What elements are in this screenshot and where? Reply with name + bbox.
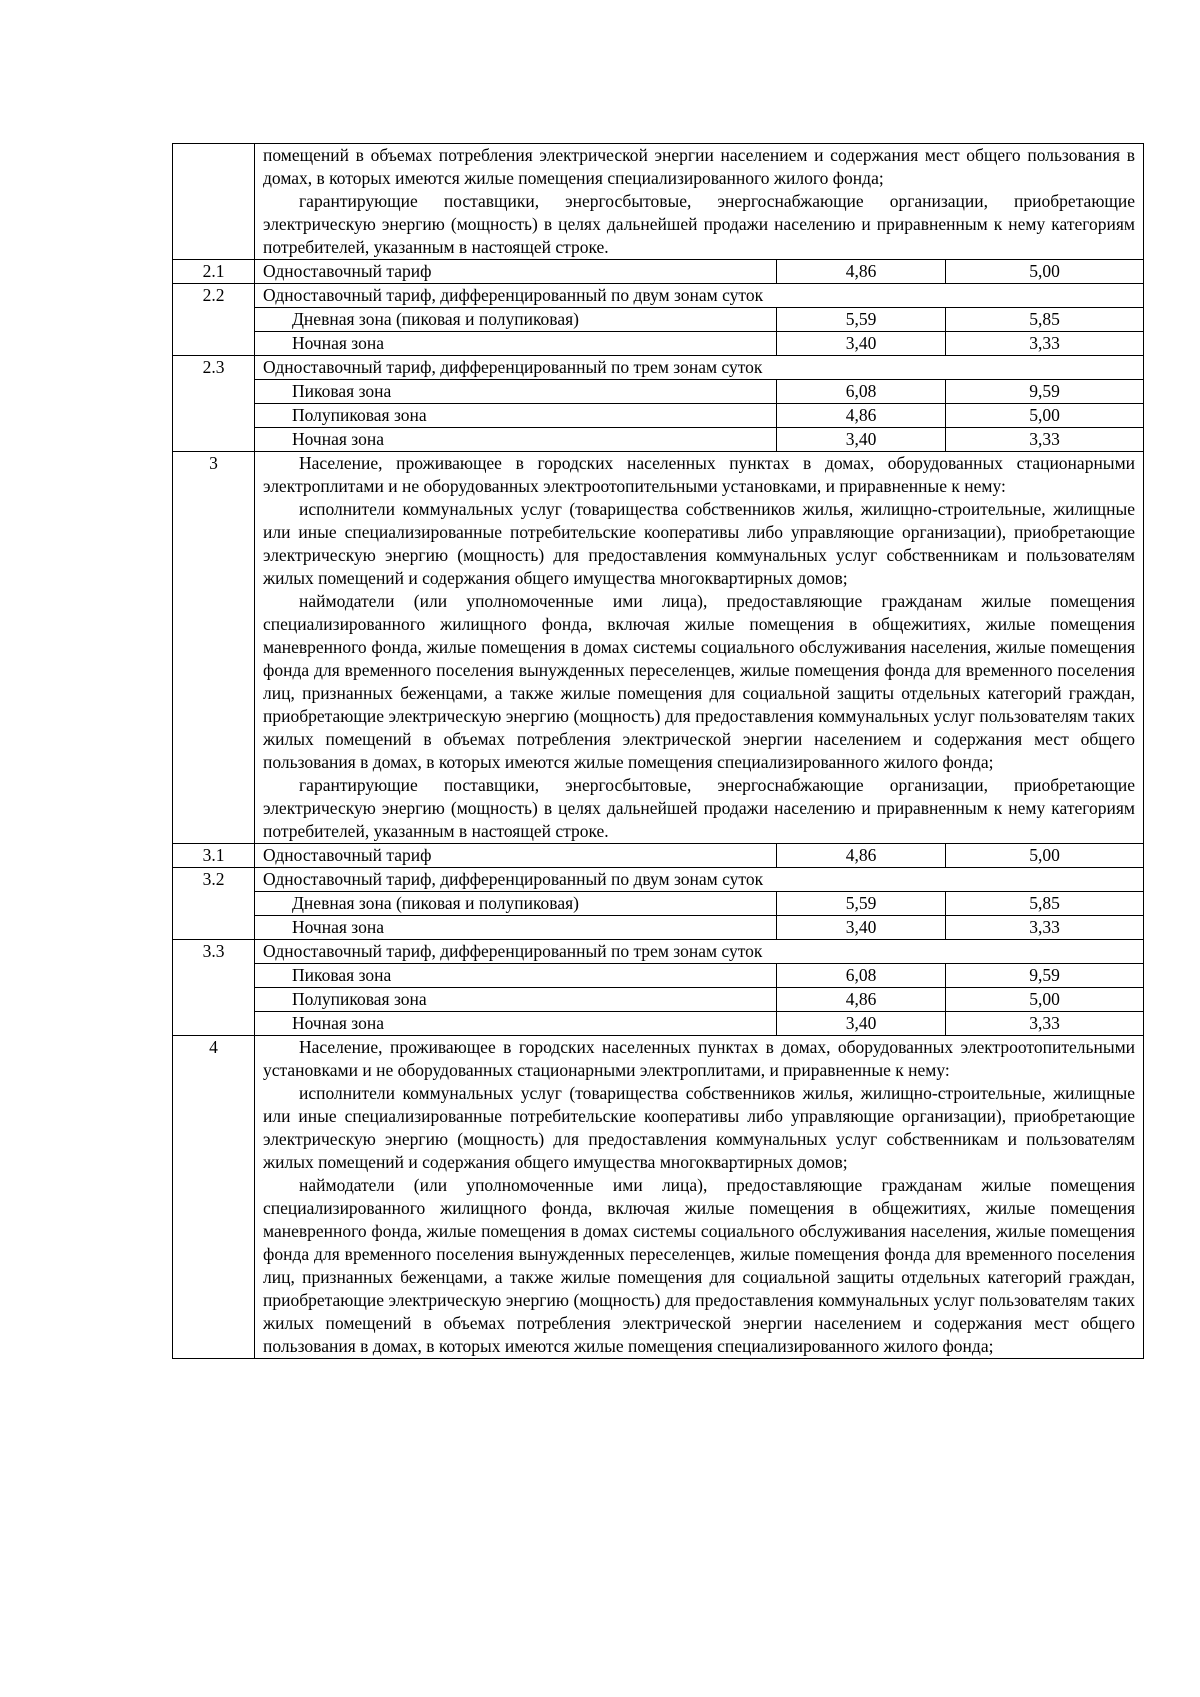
tariff-value-2: 9,59	[946, 380, 1144, 404]
tariff-document	[172, 143, 1143, 1359]
row-number: 2.2	[173, 284, 255, 356]
paragraph: Население, проживающее в городских населенных пунктах в домах, оборудованных электроотопительными установками и не оборудованных стационарными электроплитами, и приравненные к нему:	[263, 1037, 1136, 1080]
tariff-value-2: 3,33	[946, 1012, 1144, 1036]
tariff-value-1: 5,59	[777, 308, 946, 332]
tariff-value-2: 5,00	[946, 260, 1144, 284]
tariff-value-2: 5,00	[946, 988, 1144, 1012]
row-number: 4	[173, 1036, 255, 1359]
paragraph: исполнители коммунальных услуг (товарищества собственников жилья, жилищно-строительные, жилищные или иные специализированные потребительские кооперативы либо управляющие организации), приобретающие электрическую энергию (мощность) для предоставления коммунальных услуг собственникам и пользователям жилых помещений и содержания общего имущества многоквартирных домов;	[263, 1083, 1136, 1172]
tariff-group-label: Одноставочный тариф, дифференцированный по трем зонам суток	[255, 356, 1144, 380]
tariff-value-1: 3,40	[777, 1012, 946, 1036]
zone-label: Пиковая зона	[255, 964, 777, 988]
paragraph: гарантирующие поставщики, энергосбытовые, энергоснабжающие организации, приобретающие электрическую энергию (мощность) в целях дальнейшей продажи населению и приравненным к нему категориям потребителей, указанным в настоящей строке.	[263, 775, 1136, 841]
zone-label: Ночная зона	[255, 1012, 777, 1036]
row-number: 3.2	[173, 868, 255, 940]
tariff-value-2: 3,33	[946, 428, 1144, 452]
tariff-value-1: 4,86	[777, 260, 946, 284]
table-row	[173, 144, 1144, 260]
tariff-value-2: 5,85	[946, 892, 1144, 916]
table-row	[173, 940, 1144, 964]
table-row	[173, 844, 1144, 868]
zone-label: Дневная зона (пиковая и полупиковая)	[255, 308, 777, 332]
table-row	[173, 1012, 1144, 1036]
table-row	[173, 308, 1144, 332]
table-row	[173, 892, 1144, 916]
row-number: 2.3	[173, 356, 255, 452]
paragraph: наймодатели (или уполномоченные ими лица), предоставляющие гражданам жилые помещения специализированного жилищного фонда, включая жилые помещения в общежитиях, жилые помещения маневренного фонда, жилые помещения в домах системы социального обслуживания населения, жилые помещения фонда для временного поселения вынужденных переселенцев, жилые помещения фонда для временного поселения лиц, признанных беженцами, а также жилые помещения для социальной защиты отдельных категорий граждан, приобретающие электрическую энергию (мощность) для предоставления коммунальных услуг пользователям таких жилых помещений в объемах потребления электрической энергии населением и содержания мест общего пользования в домах, в которых имеются жилые помещения специализированного жилого фонда;	[263, 591, 1136, 772]
tariff-label: Одноставочный тариф	[255, 844, 777, 868]
table-row	[173, 356, 1144, 380]
zone-label: Полупиковая зона	[255, 988, 777, 1012]
tariff-value-2: 5,00	[946, 844, 1144, 868]
zone-label: Ночная зона	[255, 332, 777, 356]
table-row	[173, 380, 1144, 404]
row-number: 2.1	[173, 260, 255, 284]
section-text-cell	[255, 452, 1144, 844]
tariff-value-2: 3,33	[946, 916, 1144, 940]
tariff-group-label: Одноставочный тариф, дифференцированный по двум зонам суток	[255, 868, 1144, 892]
tariff-value-1: 3,40	[777, 428, 946, 452]
table-row	[173, 868, 1144, 892]
tariff-value-2: 3,33	[946, 332, 1144, 356]
zone-label: Полупиковая зона	[255, 404, 777, 428]
table-row	[173, 284, 1144, 308]
table-row	[173, 964, 1144, 988]
zone-label: Ночная зона	[255, 916, 777, 940]
paragraph: наймодатели (или уполномоченные ими лица), предоставляющие гражданам жилые помещения специализированного жилищного фонда, включая жилые помещения в общежитиях, жилые помещения маневренного фонда, жилые помещения в домах системы социального обслуживания населения, жилые помещения фонда для временного поселения вынужденных переселенцев, жилые помещения фонда для временного поселения лиц, признанных беженцами, а также жилые помещения для социальной защиты отдельных категорий граждан, приобретающие электрическую энергию (мощность) для предоставления коммунальных услуг пользователям таких жилых помещений в объемах потребления электрической энергии населением и содержания мест общего пользования в домах, в которых имеются жилые помещения специализированного жилого фонда;	[263, 1175, 1136, 1356]
paragraph: помещений в объемах потребления электрической энергии населением и содержания мест общего пользования в домах, в которых имеются жилые помещения специализированного жилого фонда;	[263, 145, 1136, 188]
row-number-cell	[173, 144, 255, 260]
zone-label: Пиковая зона	[255, 380, 777, 404]
tariff-label: Одноставочный тариф	[255, 260, 777, 284]
tariff-value-1: 6,08	[777, 964, 946, 988]
zone-label: Ночная зона	[255, 428, 777, 452]
tariff-value-1: 4,86	[777, 988, 946, 1012]
tariff-value-1: 3,40	[777, 916, 946, 940]
row-number: 3.3	[173, 940, 255, 1036]
tariff-value-2: 5,00	[946, 404, 1144, 428]
tariff-value-1: 5,59	[777, 892, 946, 916]
section-text-cell	[255, 144, 1144, 260]
table-row	[173, 404, 1144, 428]
tariff-value-2: 9,59	[946, 964, 1144, 988]
tariff-group-label: Одноставочный тариф, дифференцированный по двум зонам суток	[255, 284, 1144, 308]
tariff-value-1: 4,86	[777, 844, 946, 868]
table-row	[173, 452, 1144, 844]
tariff-value-1: 6,08	[777, 380, 946, 404]
paragraph: Население, проживающее в городских населенных пунктах в домах, оборудованных стационарными электроплитами и не оборудованных электроотопительными установками, и приравненные к нему:	[263, 453, 1136, 496]
tariff-value-1: 4,86	[777, 404, 946, 428]
zone-label: Дневная зона (пиковая и полупиковая)	[255, 892, 777, 916]
table-row	[173, 916, 1144, 940]
row-number: 3	[173, 452, 255, 844]
paragraph: гарантирующие поставщики, энергосбытовые, энергоснабжающие организации, приобретающие электрическую энергию (мощность) в целях дальнейшей продажи населению и приравненным к нему категориям потребителей, указанным в настоящей строке.	[263, 191, 1136, 257]
tariff-value-2: 5,85	[946, 308, 1144, 332]
paragraph: исполнители коммунальных услуг (товарищества собственников жилья, жилищно-строительные, жилищные или иные специализированные потребительские кооперативы либо управляющие организации), приобретающие электрическую энергию (мощность) для предоставления коммунальных услуг собственникам и пользователям жилых помещений и содержания общего имущества многоквартирных домов;	[263, 499, 1136, 588]
tariff-value-1: 3,40	[777, 332, 946, 356]
table-row	[173, 1036, 1144, 1359]
table-row	[173, 332, 1144, 356]
table-row	[173, 988, 1144, 1012]
row-number: 3.1	[173, 844, 255, 868]
table-row	[173, 428, 1144, 452]
tariff-group-label: Одноставочный тариф, дифференцированный по трем зонам суток	[255, 940, 1144, 964]
tariff-table	[172, 143, 1144, 1359]
table-row	[173, 260, 1144, 284]
section-text-cell	[255, 1036, 1144, 1359]
